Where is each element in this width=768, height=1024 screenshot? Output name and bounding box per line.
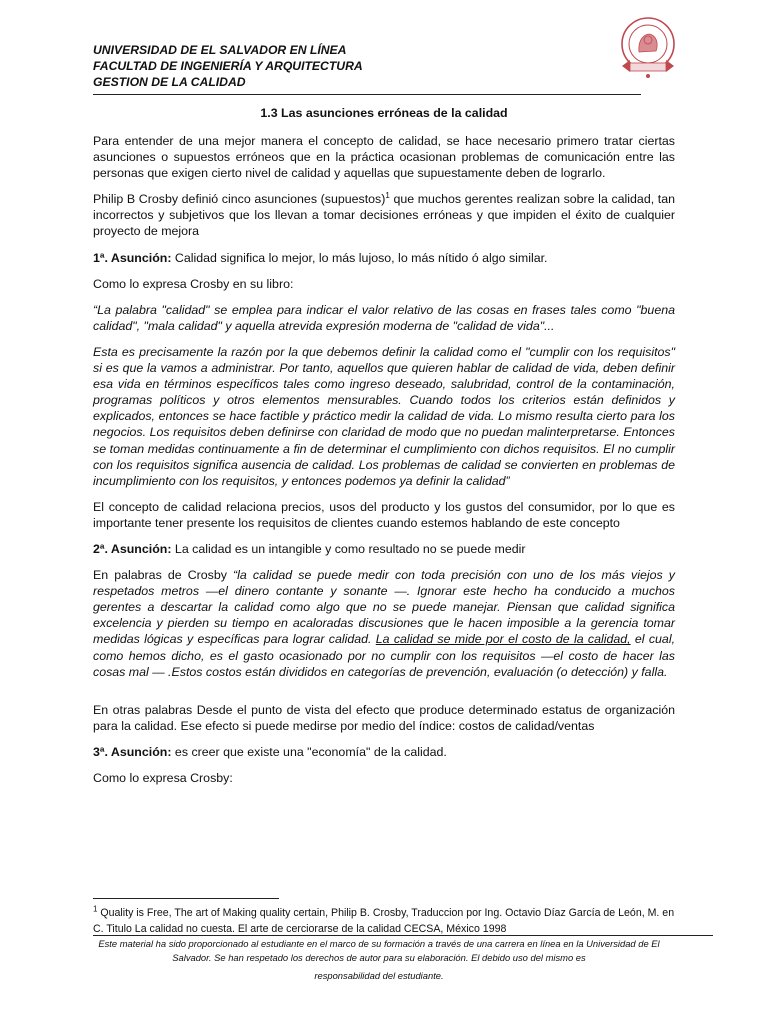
assumption-1-quote-1: “La palabra "calidad" se emplea para indicar el valor relativo de las cosas en frases tales como "buena calidad", "mala calidad" y aquella atrevida expresión moderna de "calidad de vida"...: [93, 302, 675, 333]
footer-notice: Este material ha sido proporcionado al estudiante en el marco de su formación a través de una carrera en línea en la Universidad de El Salvador. Se han respetado los derechos de autor para su elaboración. El debido uso del mismo es: [98, 938, 660, 963]
footer-notice-end: responsabilidad del estudiante.: [314, 970, 444, 981]
crosby-paragraph: Philip B Crosby definió cinco asunciones (supuestos)$^1$ que muchos gerentes realizan sobre la calidad, tan incorrectos y subjetivos que los llevan a tomar decisiones erróneas y que impiden el éxito de cualquier proyecto de mejora: [93, 191, 675, 239]
footnote-ref: 1: [385, 191, 390, 201]
document-body: [93, 106, 675, 796]
assumption-1-conclusion: El concepto de calidad relaciona precios, usos del producto y los gustos del consumidor, por lo que es importante tener presente los requisitos de clientes cuando estemos hablando de este concepto: [93, 499, 675, 530]
page-header: [93, 42, 641, 95]
footnote: $^1$ Quality is Free, The art of Making quality certain, Philip B. Crosby, Traduccion por Ing. Octavio Díaz García de León, M. en C. Titulo La calidad no cuesta. El arte de cerciorarse de la calidad CECSA, México 1998: [93, 904, 675, 935]
header-university: UNIVERSIDAD DE EL SALVADOR EN LÍNEA: [93, 43, 347, 57]
assumption-2: 2ª. Asunción: La calidad es un intangible y como resultado no se puede medir: [93, 541, 526, 556]
section-title: 1.3 Las asunciones erróneas de la calidad: [260, 106, 508, 120]
assumption-2-paragraph: En palabras de Crosby “la calidad se puede medir con toda precisión con uno de los más viejos y respetados metros —el dinero contante y sonante —. Ignorar este hecho ha conducido a muchos gerentes a descartar la calidad como algo que no se puede manejar. Piensan que calidad significa excelencia y pierden su tiempo en acaloradas discusiones que le hacen imposible a la gerencia tomar medidas lógicas y específicas para lograr calidad. La calidad se mide por el costo de la calidad, el cual, como hemos dicho, es el gasto ocasionado por no cumplir con los requisitos —el costo de hacer las cosas mal — .Estos costos están divididos en categorías de prevención, evaluación (o detección) y falla.: [93, 568, 676, 679]
assumption-1: 1ª. Asunción: Calidad significa lo mejor, lo más lujoso, lo más nítido ó algo similar.: [93, 250, 548, 265]
assumption-3: 3ª. Asunción: es creer que existe una "economía" de la calidad.: [93, 744, 447, 759]
page-footer: [93, 937, 665, 983]
assumption-1-intro: Como lo expresa Crosby en su libro:: [93, 276, 294, 291]
header-faculty: FACULTAD DE INGENIERÍA Y ARQUITECTURA: [93, 59, 363, 73]
assumption-2-conclusion: En otras palabras Desde el punto de vista del efecto que produce determinado estatus de organización para la calidad. Ese efecto si puede medirse por medio del índice: costos de calidad/ventas: [93, 702, 675, 733]
assumption-3-intro: Como lo expresa Crosby:: [93, 771, 233, 785]
university-seal-icon: [618, 14, 678, 80]
assumption-2-label: 2ª. Asunción:: [93, 541, 172, 556]
assumption-1-label: 1ª. Asunción:: [93, 250, 172, 265]
assumption-3-label: 3ª. Asunción:: [93, 744, 172, 759]
header-course: GESTION DE LA CALIDAD: [93, 75, 246, 89]
footnote-divider: [93, 898, 279, 899]
assumption-1-quote-2: Esta es precisamente la razón por la que debemos definir la calidad como el "cumplir con los requisitos" si es que la vamos a administrar. Por tanto, aquellos que quieren hablar de calidad de vida, deben definir esa vida en términos específicos tales como ingreso deseado, salubridad, control de la contaminación, programas políticos y otros elementos mensurables. Cuando todos los criterios están definidos y explicados, entonces se hace factible y práctico medir la calidad de vida. Lo mismo resulta cierto para los negocios. Los requisitos deben definirse con claridad de modo que no puedan malinterpretarse. Entonces se toman medidas continuamente a fin de determinar el cumplimiento con dichos requisitos. El no cumplir con los requisitos significa ausencia de calidad. Los problemas de calidad se convierten en problemas de incumplimiento con los requisitos, y entonces podemos ya definir la calidad”: [93, 344, 675, 488]
intro-paragraph: Para entender de una mejor manera el concepto de calidad, se hace necesario primero tratar ciertas asunciones o supuestos erróneos que en la práctica ocasionan problemas de comunicación entre las personas que exigen cierto nivel de calidad y aquellas que supuestamente deben de lograrlo.: [93, 134, 675, 181]
footer-divider: [93, 935, 713, 936]
underlined-phrase: La calidad se mide por el costo de la calidad,: [375, 632, 631, 647]
